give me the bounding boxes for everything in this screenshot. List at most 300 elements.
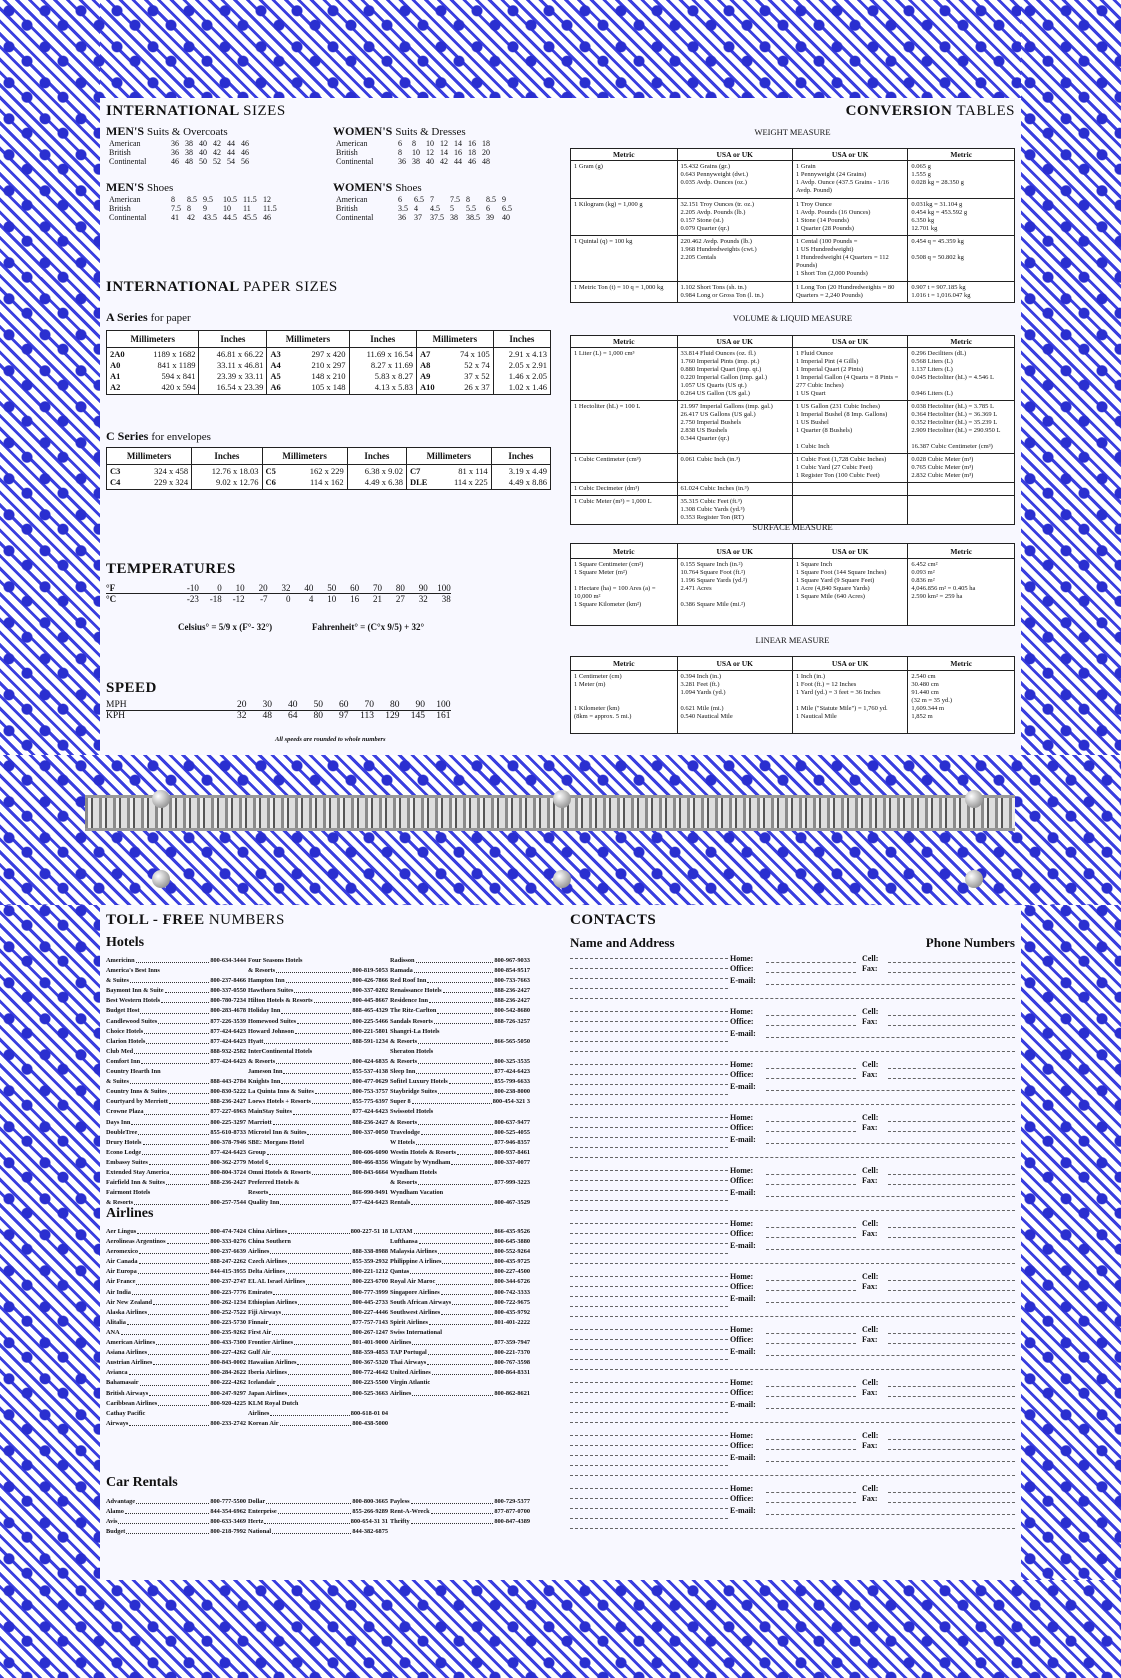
leader-dots <box>452 1298 493 1305</box>
name-address-line[interactable] <box>570 1359 728 1360</box>
tollfree-entry <box>390 1017 530 1027</box>
phone-field-line[interactable] <box>766 1461 1015 1462</box>
office-label: Office: <box>730 1441 754 1450</box>
tollfree-entry <box>106 1527 246 1537</box>
conv-cell: 0.061 Cubic Inch (in.³) <box>677 454 792 483</box>
phone-field-line[interactable] <box>888 1184 1015 1185</box>
name-address-line[interactable] <box>570 1488 728 1489</box>
name-address-line[interactable] <box>570 1286 728 1287</box>
entry-phone: 800-424-6835 <box>352 1057 388 1065</box>
name-address-line[interactable] <box>570 1094 728 1095</box>
tollfree-entry <box>390 1318 530 1328</box>
entry-phone: 800-753-3757 <box>352 1088 388 1096</box>
tollfree-entry <box>248 1198 388 1208</box>
entry-phone: 855-359-2932 <box>352 1258 388 1266</box>
cell-label: Cell: <box>862 1060 879 1069</box>
tollfree-entry <box>390 1247 530 1257</box>
value-cell: 40 <box>304 583 314 593</box>
conv-header: Metric <box>571 544 678 559</box>
size-cell: 16 <box>468 139 476 148</box>
name-address-line[interactable] <box>570 1518 728 1519</box>
entry-name: W Hotels <box>390 1138 415 1146</box>
paper-size-mm: 324 x 458 229 x 324 <box>154 466 189 487</box>
office-label: Office: <box>730 1282 754 1291</box>
conv-header: USA or UK <box>792 657 907 671</box>
name-address-line[interactable] <box>570 1329 728 1330</box>
phone-field-line[interactable] <box>730 1528 1015 1529</box>
entry-phone: 800-466-8356 <box>352 1158 388 1166</box>
entry-name: Gulf Air <box>248 1349 271 1357</box>
phone-field-line[interactable] <box>766 1514 1015 1515</box>
phone-field-line[interactable] <box>730 1210 1015 1211</box>
name-address-line[interactable] <box>570 1021 728 1022</box>
conv-row <box>571 671 1015 734</box>
phone-field-line[interactable] <box>766 1184 856 1185</box>
name-address-line[interactable] <box>570 1306 728 1307</box>
conv-cell: 2.540 cm 30.480 cm 91.440 cm (32 m = 35 yd.) 1,609.344 m 1,852 m <box>908 671 1015 734</box>
tollfree-entry <box>106 1419 246 1429</box>
size-row <box>333 139 493 148</box>
volume-title: VOLUME & LIQUID MEASURE <box>732 313 853 323</box>
name-address-line[interactable] <box>570 998 728 999</box>
leader-dots <box>269 1188 351 1195</box>
name-address-line[interactable] <box>570 1041 728 1042</box>
name-address-line[interactable] <box>570 1243 728 1244</box>
entry-phone: 800-367-5320 <box>352 1359 388 1367</box>
phone-field-line[interactable] <box>766 1386 856 1387</box>
name-address-line[interactable] <box>570 988 728 989</box>
entry-name: DoubleTree <box>106 1128 138 1136</box>
entry-phone: 800-237-6639 <box>210 1248 246 1256</box>
entry-phone: 800-227-51 18 <box>350 1228 388 1235</box>
phone-field-line[interactable] <box>888 1025 1015 1026</box>
phone-field-line[interactable] <box>766 1502 856 1503</box>
size-row <box>333 204 515 213</box>
tollfree-entry <box>106 1348 246 1358</box>
tollfree-entry <box>106 1358 246 1368</box>
leader-dots <box>428 1348 494 1355</box>
paper-size-names: C7 DLE <box>409 466 428 487</box>
cell-label: Cell: <box>862 1219 879 1228</box>
tollfree-entry <box>390 1198 530 1208</box>
name-address-line[interactable] <box>570 1296 728 1297</box>
name-address-line[interactable] <box>570 1223 728 1224</box>
name-address-line[interactable] <box>570 1498 728 1499</box>
name-address-line[interactable] <box>570 1455 728 1456</box>
phone-field-line[interactable] <box>888 1280 1015 1281</box>
paper-header-row <box>107 448 551 465</box>
tollfree-entry <box>390 1368 530 1378</box>
entry-name: Aeromexico <box>106 1248 139 1256</box>
phone-field-line[interactable] <box>766 1449 856 1450</box>
conv-cell: 1 Fluid Ounce 1 Imperial Pint (4 Gills) 1 Imperial Quart (2 Pints) 1 Imperial Gallon (4 Quarts = 8 Pints = 277 Cubic Inches) 1 US Quart <box>792 348 907 401</box>
phone-field-line[interactable] <box>766 1196 1015 1197</box>
name-address-line[interactable] <box>570 1465 728 1466</box>
name-address-line[interactable] <box>570 1210 728 1211</box>
phone-field-line[interactable] <box>766 962 856 963</box>
entry-name: Hertz <box>248 1518 264 1526</box>
entry-name: Microtel Inn & Suites <box>248 1128 307 1136</box>
phone-field-line[interactable] <box>766 1090 1015 1091</box>
phone-field-line[interactable] <box>766 1174 856 1175</box>
name-address-line[interactable] <box>570 1445 728 1446</box>
entry-name: Swissotel Hotels <box>390 1108 434 1116</box>
name-address-line[interactable] <box>570 1064 728 1065</box>
tollfree-entry <box>248 1178 388 1188</box>
name-address-line[interactable] <box>570 1316 728 1317</box>
name-address-line[interactable] <box>570 1369 728 1370</box>
conv-header: USA or UK <box>677 336 792 348</box>
phone-field-line[interactable] <box>766 1280 856 1281</box>
value-cell: -10 <box>186 583 199 593</box>
name-address-line[interactable] <box>570 1157 728 1158</box>
entry-name: Best Western Hotels <box>106 997 161 1005</box>
name-address-line[interactable] <box>570 1276 728 1277</box>
contact-entry[interactable] <box>570 1272 1015 1327</box>
entry-name: SBE: Morgans Hotel <box>248 1138 304 1146</box>
phone-field-line[interactable] <box>888 1078 1015 1079</box>
phone-field-line[interactable] <box>888 1174 1015 1175</box>
leader-dots <box>312 1168 352 1175</box>
value-cell: 60 <box>350 583 360 593</box>
leader-dots <box>288 1257 351 1264</box>
tollfree-entry <box>390 1027 530 1037</box>
phone-field-line[interactable] <box>766 1121 856 1122</box>
leader-dots <box>134 1198 209 1205</box>
phone-field-line[interactable] <box>888 1290 1015 1291</box>
entry-name: Sandals Resorts <box>390 1017 433 1025</box>
phone-field-line[interactable] <box>730 1422 1015 1423</box>
phone-field-line[interactable] <box>766 1290 856 1291</box>
name-address-line[interactable] <box>570 1233 728 1234</box>
conv-cell: 1 Troy Ounce 1 Avdp. Pounds (16 Ounces) 1 Stone (14 Pounds) 1 Quarter (28 Pounds) <box>792 198 907 235</box>
tollfree-entry <box>248 1517 388 1527</box>
phone-field-line[interactable] <box>766 1439 856 1440</box>
name-address-line[interactable] <box>570 1339 728 1340</box>
entry-name: Choice Hotels <box>106 1027 144 1035</box>
womens-shoes-table <box>333 195 515 222</box>
value-cell: 21 <box>373 594 383 604</box>
name-address-line[interactable] <box>570 978 728 979</box>
size-cell: 36 <box>398 157 406 166</box>
phone-field-line[interactable] <box>730 1104 1015 1105</box>
entry-phone: 888-236-2427 <box>494 987 530 995</box>
entry-name: Air France <box>106 1278 136 1286</box>
entry-name: Sheraton Hotels <box>390 1047 434 1055</box>
size-row <box>106 148 252 157</box>
phone-field-line[interactable] <box>766 1025 856 1026</box>
phone-field-line[interactable] <box>730 1316 1015 1317</box>
entry-phone: 800-654-31 31 <box>350 1518 388 1526</box>
email-label: E-mail: <box>730 1453 756 1462</box>
phone-field-line[interactable] <box>766 984 1015 985</box>
name-address-line[interactable] <box>570 1435 728 1436</box>
size-cell: American <box>336 139 368 148</box>
name-address-line[interactable] <box>570 1392 728 1393</box>
size-cell: 3.5 <box>398 204 408 213</box>
col-mm-header: Millimeters <box>262 448 347 465</box>
name-address-line[interactable] <box>570 1508 728 1509</box>
size-cell: 36 <box>171 148 179 157</box>
contact-entry[interactable] <box>570 1113 1015 1168</box>
col-in-header: Inches <box>349 331 417 348</box>
tollfree-entry <box>248 1298 388 1308</box>
size-cell: 44 <box>454 157 462 166</box>
name-address-line[interactable] <box>570 1412 728 1413</box>
leader-dots <box>416 1138 493 1145</box>
paper-header-row <box>107 331 551 348</box>
home-label: Home: <box>730 1431 754 1440</box>
entry-phone: 800-235-9262 <box>210 1328 246 1336</box>
name-address-line[interactable] <box>570 1137 728 1138</box>
contact-entry[interactable] <box>570 1484 1015 1539</box>
tollfree-entry <box>390 1006 530 1016</box>
entry-phone: 800-777-5500 <box>210 1498 246 1505</box>
phone-field-line[interactable] <box>766 1302 1015 1303</box>
contact-entry[interactable] <box>570 1378 1015 1433</box>
leader-dots <box>127 1318 209 1325</box>
name-address-line[interactable] <box>570 1074 728 1075</box>
office-label: Office: <box>730 1494 754 1503</box>
entry-phone: 800-830-5222 <box>210 1088 246 1096</box>
name-address-line[interactable] <box>570 1180 728 1181</box>
entry-phone: 800-337-0050 <box>352 1128 388 1136</box>
tollfree-entry <box>106 1148 246 1158</box>
phone-field-line[interactable] <box>888 1237 1015 1238</box>
phone-field-line[interactable] <box>766 1343 856 1344</box>
mens-suits-table <box>106 139 252 166</box>
conv-cell: 1 Hectoliter (hL) = 100 L <box>571 401 678 454</box>
name-address-line[interactable] <box>570 1200 728 1201</box>
name-address-line[interactable] <box>570 1011 728 1012</box>
phone-field-line[interactable] <box>766 1068 856 1069</box>
name-address-line[interactable] <box>570 1084 728 1085</box>
entry-name: Marriott <box>248 1118 272 1126</box>
tollfree-entry <box>106 996 246 1006</box>
leader-dots <box>264 1517 349 1524</box>
name-address-line[interactable] <box>570 1031 728 1032</box>
phone-field-line[interactable] <box>888 1449 1015 1450</box>
phone-field-line[interactable] <box>888 1396 1015 1397</box>
value-cell: 32 <box>237 711 247 721</box>
phone-field-line[interactable] <box>766 1237 856 1238</box>
car-rentals-title: Car Rentals <box>106 1475 178 1490</box>
name-address-line[interactable] <box>570 1263 728 1264</box>
conv-header: Metric <box>908 149 1015 161</box>
leader-dots <box>126 1527 209 1534</box>
womens-suits-table <box>333 139 493 166</box>
phone-field-line[interactable] <box>888 962 1015 963</box>
phone-field-line[interactable] <box>730 1157 1015 1158</box>
tollfree-entry <box>106 1247 246 1257</box>
phone-field-line[interactable] <box>766 1408 1015 1409</box>
size-cell: 8 <box>171 195 175 204</box>
phone-field-line[interactable] <box>888 972 1015 973</box>
celsius-formula: Celsius° = 5/9 x (F°- 32°) <box>178 622 273 632</box>
name-address-line[interactable] <box>570 1190 728 1191</box>
contact-entry[interactable] <box>570 1431 1015 1486</box>
entry-phone: 877-227-6963 <box>210 1108 246 1116</box>
size-cell: 38 <box>450 213 458 222</box>
phone-field-line[interactable] <box>766 1492 856 1493</box>
size-cell: 5 <box>450 204 454 213</box>
size-cell: 5.5 <box>466 204 476 213</box>
name-address-line[interactable] <box>570 1528 728 1529</box>
tollfree-title: TOLL - FREE NUMBERS <box>106 912 285 928</box>
entry-name: Americinn <box>106 957 135 964</box>
name-address-line[interactable] <box>570 958 728 959</box>
name-address-line[interactable] <box>570 1422 728 1423</box>
contact-entry[interactable] <box>570 954 1015 1009</box>
size-cell: British <box>336 204 358 213</box>
size-cell: 4 <box>414 204 418 213</box>
phone-field-line[interactable] <box>888 1439 1015 1440</box>
entry-phone: 800-445-8667 <box>352 997 388 1005</box>
entry-name: Alitalia <box>106 1318 126 1326</box>
phone-field-line[interactable] <box>730 1369 1015 1370</box>
size-cell: 9 <box>203 204 207 213</box>
tollfree-entry <box>106 1138 246 1148</box>
name-address-line[interactable] <box>570 968 728 969</box>
name-address-line[interactable] <box>570 1382 728 1383</box>
entry-name: Avis <box>106 1518 118 1526</box>
phone-field-line[interactable] <box>888 1068 1015 1069</box>
value-cell: 129 <box>385 711 400 721</box>
ring-icon <box>965 790 983 808</box>
size-cell: 10 <box>412 148 420 157</box>
phone-field-line[interactable] <box>766 1249 1015 1250</box>
name-address-line[interactable] <box>570 1147 728 1148</box>
contact-entry[interactable] <box>570 1166 1015 1221</box>
email-label: E-mail: <box>730 976 756 985</box>
phone-field-line[interactable] <box>766 1143 1015 1144</box>
name-address-line[interactable] <box>570 1402 728 1403</box>
entry-phone: 877-999-3223 <box>494 1179 530 1187</box>
entry-name: Motel 6 <box>248 1158 269 1166</box>
entry-name: Westin Hotels & Resorts <box>390 1148 456 1156</box>
value-cell: 90 <box>415 700 425 710</box>
phone-field-line[interactable] <box>730 998 1015 999</box>
phone-field-line[interactable] <box>766 1396 856 1397</box>
entry-name: Budget Host <box>106 1007 140 1015</box>
phone-field-line[interactable] <box>888 1502 1015 1503</box>
paper-size-mm: 1189 x 1682 841 x 1189 594 x 841 420 x 594 <box>153 349 196 392</box>
entry-phone: 800-223-5730 <box>210 1318 246 1326</box>
phone-field-line[interactable] <box>888 1386 1015 1387</box>
phone-field-line[interactable] <box>766 972 856 973</box>
tollfree-column <box>248 1227 388 1429</box>
entry-name: Embassy Suites <box>106 1158 148 1166</box>
phone-field-line[interactable] <box>888 1492 1015 1493</box>
entry-name: United Airlines <box>390 1369 431 1377</box>
size-cell: 11 <box>243 204 251 213</box>
conv-cell <box>792 496 907 525</box>
womens-shoes-section: WOMEN'S Shoes American 6 6.5 7 7.5 8 8.5 9 British 3.5 4 4.5 5 5.5 6 6.5 Continental 36 37 37.5 38 38.5 39 40 <box>333 180 563 222</box>
conv-cell: 0.065 g 1.555 g 0.028 kg = 28.350 g <box>908 161 1015 198</box>
ornament-top <box>0 0 1121 98</box>
name-address-line[interactable] <box>570 1104 728 1105</box>
entry-name: Japan Airlines <box>248 1389 288 1397</box>
entry-name: Virgin Atlantic <box>390 1379 431 1387</box>
entry-phone: 800-467-3529 <box>494 1199 530 1207</box>
tollfree-entry <box>248 1497 388 1507</box>
tollfree-entry <box>390 1338 530 1348</box>
phone-field-line[interactable] <box>766 1037 1015 1038</box>
entry-name: & Resorts <box>390 1037 418 1045</box>
entry-name: TAP Portugal <box>390 1349 427 1357</box>
fax-label: Fax: <box>862 1494 878 1503</box>
entry-name: Southwest Airlines <box>390 1308 441 1316</box>
entry-phone: 866-565-5050 <box>494 1037 530 1045</box>
size-cell: 18 <box>482 139 490 148</box>
contact-entry[interactable] <box>570 1325 1015 1380</box>
size-cell: 40 <box>199 148 207 157</box>
phone-field-line[interactable] <box>730 1263 1015 1264</box>
tollfree-column <box>390 956 530 1208</box>
tollfree-column <box>106 956 246 1208</box>
phone-field-line[interactable] <box>766 1227 856 1228</box>
entry-name: Extended Stay America <box>106 1168 170 1176</box>
contact-entry[interactable] <box>570 1060 1015 1115</box>
tollfree-entry <box>106 1037 246 1047</box>
tollfree-entry <box>390 976 530 986</box>
entry-name: Residence Inn <box>390 997 428 1005</box>
size-cell: 14 <box>440 148 448 157</box>
tollfree-entry <box>248 1087 388 1097</box>
entry-name: Hampton Inn <box>248 977 285 985</box>
phone-field-line[interactable] <box>888 1015 1015 1016</box>
name-address-line[interactable] <box>570 1253 728 1254</box>
phone-field-line[interactable] <box>730 1475 1015 1476</box>
phone-field-line[interactable] <box>766 1131 856 1132</box>
linear-title: LINEAR MEASURE <box>755 635 830 645</box>
phone-field-line[interactable] <box>888 1227 1015 1228</box>
entry-phone: 888-236-2427 <box>494 997 530 1005</box>
name-address-line[interactable] <box>570 1117 728 1118</box>
phone-field-line[interactable] <box>888 1343 1015 1344</box>
name-address-line[interactable] <box>570 1349 728 1350</box>
conv-row <box>571 559 1015 626</box>
tollfree-entry <box>248 1077 388 1087</box>
tollfree-entry <box>106 1267 246 1277</box>
phone-field-line[interactable] <box>888 1131 1015 1132</box>
conv-header: USA or UK <box>677 657 792 671</box>
phone-field-line[interactable] <box>888 1121 1015 1122</box>
phone-field-line[interactable] <box>766 1078 856 1079</box>
phone-field-line[interactable] <box>766 1333 856 1334</box>
entry-name: Cathay Pacific <box>106 1409 146 1417</box>
conv-cell: 1 Cental (100 Pounds = 1 US Hundredweight) 1 Hundredweight (4 Quarters = 112 Pounds) 1 Short Ton (2,000 Pounds) <box>792 236 907 282</box>
leader-dots <box>418 1057 493 1064</box>
phone-field-line[interactable] <box>766 1015 856 1016</box>
entry-name: Sleep Inn <box>390 1068 416 1076</box>
name-address-line[interactable] <box>570 1127 728 1128</box>
leader-dots <box>269 1318 351 1325</box>
phone-field-line[interactable] <box>888 1333 1015 1334</box>
name-address-line[interactable] <box>570 1051 728 1052</box>
entry-name: ANA <box>106 1328 120 1336</box>
phone-field-line[interactable] <box>766 1355 1015 1356</box>
phone-field-line[interactable] <box>730 1051 1015 1052</box>
contact-entry[interactable] <box>570 1219 1015 1274</box>
conv-cell: 1 Cubic Centimeter (cm³) <box>571 454 678 483</box>
contact-entry[interactable] <box>570 1007 1015 1062</box>
name-address-line[interactable] <box>570 1475 728 1476</box>
conv-cell: 0.454 q = 45.359 kg 0.508 q = 50.802 kg <box>908 236 1015 282</box>
name-address-line[interactable] <box>570 1170 728 1171</box>
hotels-title: Hotels <box>106 935 145 950</box>
leader-dots <box>264 1037 351 1044</box>
